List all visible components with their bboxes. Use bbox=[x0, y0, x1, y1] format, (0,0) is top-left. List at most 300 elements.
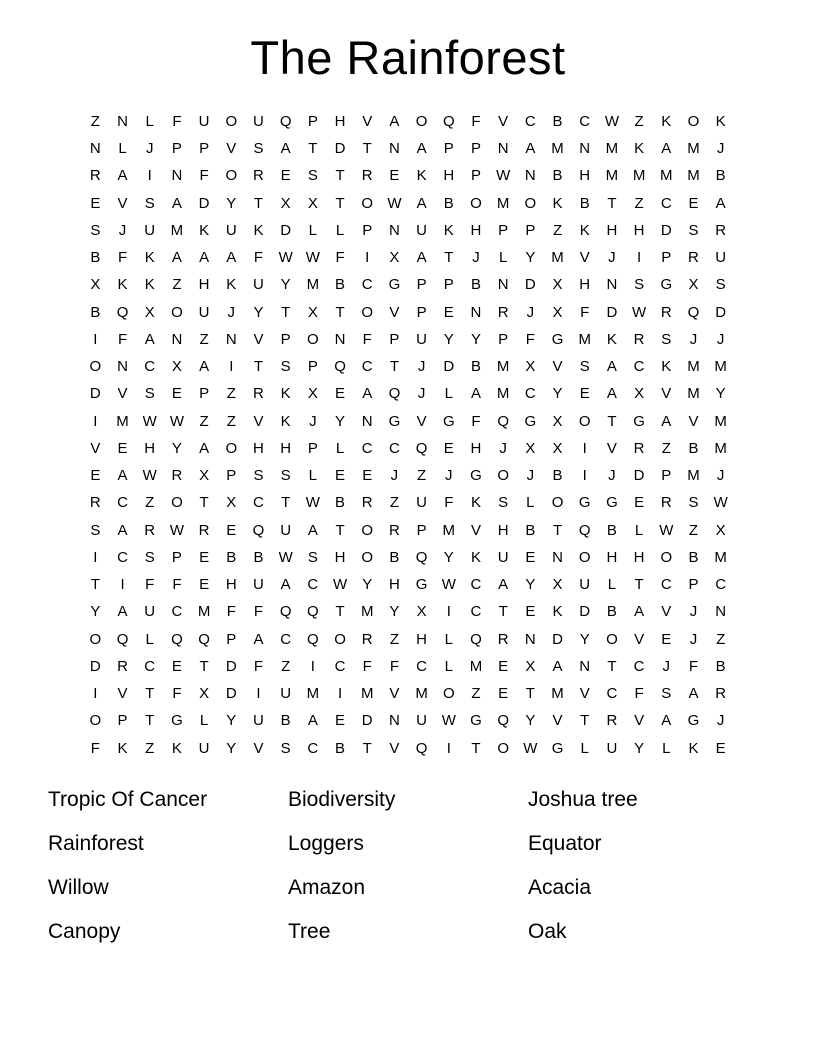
grid-letter: X bbox=[552, 276, 563, 294]
grid-letter: V bbox=[362, 112, 373, 130]
grid-letter: F bbox=[172, 576, 182, 594]
grid-letter: A bbox=[606, 385, 617, 403]
grid-letter: N bbox=[552, 548, 563, 566]
grid-letter: X bbox=[171, 358, 182, 376]
grid-letter: Q bbox=[307, 603, 319, 621]
grid-letter: X bbox=[90, 276, 101, 294]
grid-letter: Y bbox=[90, 603, 101, 621]
grid-letter: P bbox=[443, 140, 454, 158]
grid-letter: P bbox=[470, 140, 481, 158]
grid-letter: W bbox=[387, 194, 402, 212]
grid-letter: B bbox=[715, 167, 726, 185]
grid-letter: U bbox=[280, 521, 292, 539]
grid-letter: R bbox=[171, 467, 183, 485]
grid-letter: K bbox=[470, 548, 481, 566]
grid-letter: N bbox=[497, 276, 509, 294]
grid-letter: P bbox=[280, 330, 291, 348]
grid-letter: N bbox=[225, 330, 237, 348]
grid-letter: L bbox=[498, 249, 508, 267]
grid-letter: T bbox=[335, 603, 345, 621]
grid-letter: T bbox=[199, 494, 209, 512]
grid-letter: D bbox=[225, 685, 237, 703]
grid-letter: N bbox=[117, 112, 128, 130]
grid-letter: U bbox=[280, 685, 292, 703]
grid-letter: U bbox=[144, 221, 156, 239]
grid-letter: R bbox=[633, 330, 645, 348]
grid-letter: B bbox=[688, 439, 699, 457]
grid-letter: X bbox=[525, 439, 536, 457]
grid-letter: Y bbox=[715, 385, 726, 403]
grid-letter: I bbox=[446, 739, 451, 757]
grid-letter: A bbox=[362, 385, 373, 403]
grid-letter: D bbox=[361, 712, 373, 730]
grid-letter: V bbox=[253, 412, 264, 430]
grid-letter: C bbox=[660, 576, 672, 594]
grid-letter: U bbox=[253, 276, 264, 294]
grid-letter: O bbox=[89, 358, 102, 376]
grid-letter: Z bbox=[634, 112, 644, 130]
grid-letter: X bbox=[307, 303, 318, 321]
grid-letter: E bbox=[498, 685, 509, 703]
grid-letter: J bbox=[608, 467, 616, 485]
grid-letter: O bbox=[551, 494, 564, 512]
grid-letter: H bbox=[280, 439, 292, 457]
grid-letter: D bbox=[633, 467, 645, 485]
grid-letter: O bbox=[687, 112, 700, 130]
grid-letter: R bbox=[388, 521, 400, 539]
grid-letter: U bbox=[198, 739, 210, 757]
grid-letter: J bbox=[309, 412, 317, 430]
grid-letter: C bbox=[144, 657, 156, 675]
grid-letter: H bbox=[579, 167, 591, 185]
grid-letter: E bbox=[117, 439, 128, 457]
grid-letter: Q bbox=[497, 412, 509, 430]
grid-letter: Y bbox=[253, 303, 264, 321]
grid-letter: K bbox=[416, 167, 427, 185]
grid-letter: M bbox=[496, 194, 510, 212]
grid-letter: S bbox=[715, 276, 726, 294]
grid-letter: A bbox=[389, 112, 400, 130]
grid-letter: U bbox=[606, 739, 618, 757]
grid-letter: M bbox=[442, 521, 456, 539]
grid-letter: N bbox=[579, 657, 591, 675]
grid-letter: V bbox=[416, 412, 427, 430]
word-list-item: Rainforest bbox=[48, 831, 144, 855]
grid-letter: P bbox=[498, 221, 509, 239]
grid-letter: S bbox=[307, 548, 318, 566]
grid-letter: W bbox=[169, 521, 184, 539]
grid-letter: W bbox=[441, 712, 456, 730]
grid-letter: M bbox=[687, 358, 700, 376]
grid-letter: L bbox=[662, 739, 671, 757]
grid-letter: B bbox=[280, 712, 291, 730]
grid-letter: M bbox=[632, 167, 646, 185]
grid-letter: B bbox=[253, 548, 264, 566]
puzzle-title: The Rainforest bbox=[250, 31, 566, 84]
grid-letter: I bbox=[256, 685, 261, 703]
grid-letter: E bbox=[661, 630, 672, 648]
grid-letter: E bbox=[335, 467, 346, 485]
grid-letter: J bbox=[417, 385, 426, 403]
grid-letter: J bbox=[662, 657, 671, 675]
grid-letter: K bbox=[634, 140, 645, 158]
grid-letter: Z bbox=[389, 630, 399, 648]
grid-letter: T bbox=[580, 712, 590, 730]
grid-letter: E bbox=[525, 548, 536, 566]
grid-letter: M bbox=[415, 685, 428, 703]
grid-letter: L bbox=[145, 112, 154, 130]
grid-letter: S bbox=[498, 494, 509, 512]
grid-letter: V bbox=[661, 603, 672, 621]
grid-letter: B bbox=[715, 657, 726, 675]
grid-letter: S bbox=[90, 521, 101, 539]
grid-letter: P bbox=[389, 330, 400, 348]
grid-letter: I bbox=[120, 576, 125, 594]
grid-letter: K bbox=[171, 739, 182, 757]
grid-letter: G bbox=[687, 712, 700, 730]
grid-letter: B bbox=[470, 276, 481, 294]
word-list bbox=[48, 788, 816, 945]
word-list-item: Oak bbox=[528, 920, 567, 944]
grid-letter: S bbox=[688, 221, 699, 239]
grid-letter: W bbox=[441, 576, 456, 594]
grid-letter: V bbox=[498, 112, 509, 130]
grid-letter: S bbox=[688, 494, 699, 512]
grid-letter: L bbox=[335, 439, 345, 457]
grid-letter: K bbox=[144, 276, 155, 294]
grid-letter: Q bbox=[252, 521, 265, 539]
grid-letter: O bbox=[578, 412, 591, 430]
grid-letter: X bbox=[199, 467, 210, 485]
grid-letter: B bbox=[335, 739, 346, 757]
grid-letter: J bbox=[689, 630, 698, 648]
grid-letter: V bbox=[90, 439, 101, 457]
letter-grid bbox=[82, 108, 735, 762]
grid-letter: V bbox=[606, 439, 617, 457]
grid-letter: G bbox=[442, 412, 455, 430]
grid-letter: R bbox=[715, 685, 727, 703]
grid-letter: A bbox=[661, 412, 672, 430]
grid-letter: I bbox=[310, 657, 315, 675]
grid-letter: F bbox=[634, 685, 644, 703]
grid-letter: Q bbox=[279, 603, 292, 621]
grid-letter: F bbox=[335, 249, 345, 267]
grid-letter: J bbox=[227, 303, 236, 321]
grid-letter: M bbox=[687, 140, 700, 158]
grid-letter: Y bbox=[335, 412, 346, 430]
grid-letter: Y bbox=[280, 276, 291, 294]
grid-letter: J bbox=[689, 330, 698, 348]
grid-letter: I bbox=[147, 167, 152, 185]
grid-letter: E bbox=[171, 385, 182, 403]
grid-letter: T bbox=[335, 167, 345, 185]
grid-letter: J bbox=[526, 303, 535, 321]
grid-letter: P bbox=[307, 439, 318, 457]
grid-letter: J bbox=[716, 140, 725, 158]
grid-letter: D bbox=[280, 221, 292, 239]
grid-letter: T bbox=[253, 194, 264, 212]
grid-letter: D bbox=[334, 140, 346, 158]
grid-letter: V bbox=[389, 685, 400, 703]
grid-letter: A bbox=[199, 439, 210, 457]
grid-letter: C bbox=[361, 276, 373, 294]
grid-letter: S bbox=[280, 358, 291, 376]
grid-letter: S bbox=[661, 685, 672, 703]
grid-letter: W bbox=[713, 494, 728, 512]
grid-letter: A bbox=[525, 140, 536, 158]
grid-letter: M bbox=[551, 140, 564, 158]
grid-letter: J bbox=[417, 358, 426, 376]
grid-letter: G bbox=[606, 494, 618, 512]
grid-letter: B bbox=[443, 194, 454, 212]
grid-letter: L bbox=[607, 576, 617, 594]
grid-letter: E bbox=[389, 167, 400, 185]
grid-letter: B bbox=[90, 303, 101, 321]
grid-letter: F bbox=[253, 657, 264, 675]
grid-letter: T bbox=[90, 576, 100, 594]
grid-letter: O bbox=[307, 330, 319, 348]
grid-letter: T bbox=[389, 358, 399, 376]
grid-letter: S bbox=[634, 276, 645, 294]
grid-letter: X bbox=[552, 412, 563, 430]
grid-letter: D bbox=[198, 194, 210, 212]
grid-letter: H bbox=[225, 576, 237, 594]
grid-letter: H bbox=[443, 167, 455, 185]
grid-letter: A bbox=[117, 167, 128, 185]
grid-letter: H bbox=[633, 221, 645, 239]
grid-letter: J bbox=[145, 140, 154, 158]
grid-letter: F bbox=[172, 685, 182, 703]
grid-letter: A bbox=[552, 657, 563, 675]
grid-letter: C bbox=[524, 112, 536, 130]
grid-letter: X bbox=[416, 603, 427, 621]
grid-letter: F bbox=[117, 249, 128, 267]
grid-letter: R bbox=[89, 167, 101, 185]
grid-letter: U bbox=[416, 221, 428, 239]
grid-letter: O bbox=[497, 739, 509, 757]
grid-letter: R bbox=[497, 303, 509, 321]
grid-letter: X bbox=[525, 358, 536, 376]
grid-letter: V bbox=[389, 739, 400, 757]
grid-letter: A bbox=[226, 249, 237, 267]
grid-letter: B bbox=[226, 548, 237, 566]
grid-letter: F bbox=[444, 494, 454, 512]
grid-letter: H bbox=[416, 630, 428, 648]
grid-letter: H bbox=[388, 576, 400, 594]
grid-letter: O bbox=[361, 194, 374, 212]
grid-letter: B bbox=[470, 358, 481, 376]
grid-letter: Q bbox=[198, 630, 210, 648]
grid-letter: E bbox=[335, 385, 346, 403]
grid-letter: B bbox=[552, 112, 563, 130]
grid-letter: T bbox=[471, 739, 481, 757]
grid-letter: V bbox=[634, 712, 645, 730]
grid-letter: M bbox=[578, 330, 591, 348]
grid-letter: P bbox=[443, 276, 454, 294]
grid-letter: I bbox=[582, 439, 587, 457]
word-list-item: Tree bbox=[288, 920, 331, 944]
grid-letter: Z bbox=[90, 112, 100, 130]
grid-letter: H bbox=[606, 221, 618, 239]
grid-letter: R bbox=[361, 630, 373, 648]
grid-letter: Q bbox=[470, 630, 482, 648]
grid-letter: Z bbox=[389, 494, 399, 512]
grid-letter: W bbox=[604, 112, 619, 130]
grid-letter: U bbox=[198, 112, 210, 130]
grid-letter: V bbox=[117, 194, 128, 212]
grid-letter: J bbox=[526, 467, 535, 485]
grid-letter: U bbox=[225, 221, 237, 239]
grid-letter: X bbox=[552, 303, 563, 321]
grid-letter: T bbox=[253, 358, 264, 376]
grid-letter: E bbox=[362, 467, 373, 485]
grid-letter: N bbox=[388, 221, 400, 239]
grid-letter: R bbox=[198, 521, 210, 539]
grid-letter: O bbox=[89, 630, 102, 648]
grid-letter: I bbox=[365, 249, 370, 267]
grid-letter: A bbox=[117, 603, 128, 621]
grid-letter: A bbox=[661, 712, 672, 730]
grid-letter: P bbox=[688, 576, 699, 594]
grid-letter: C bbox=[388, 439, 400, 457]
grid-letter: M bbox=[551, 685, 564, 703]
grid-letter: Y bbox=[470, 330, 481, 348]
grid-letter: E bbox=[525, 603, 536, 621]
grid-letter: O bbox=[171, 494, 183, 512]
grid-letter: H bbox=[579, 276, 591, 294]
grid-letter: V bbox=[117, 685, 128, 703]
word-list-item: Canopy bbox=[48, 920, 121, 944]
grid-letter: A bbox=[606, 358, 617, 376]
word-list-item: Equator bbox=[528, 831, 602, 855]
grid-letter: B bbox=[525, 521, 536, 539]
grid-letter: T bbox=[281, 494, 291, 512]
grid-letter: B bbox=[552, 167, 563, 185]
grid-letter: R bbox=[660, 303, 672, 321]
grid-letter: K bbox=[552, 194, 563, 212]
grid-letter: Y bbox=[579, 630, 590, 648]
grid-letter: X bbox=[552, 439, 563, 457]
grid-letter: F bbox=[688, 657, 699, 675]
grid-letter: M bbox=[469, 657, 483, 675]
grid-letter: V bbox=[253, 330, 264, 348]
grid-letter: F bbox=[253, 249, 264, 267]
grid-letter: J bbox=[118, 221, 127, 239]
grid-letter: W bbox=[632, 303, 647, 321]
grid-letter: X bbox=[715, 521, 726, 539]
grid-letter: D bbox=[579, 603, 591, 621]
grid-letter: Z bbox=[226, 412, 236, 430]
grid-letter: L bbox=[580, 739, 589, 757]
grid-letter: L bbox=[308, 221, 318, 239]
grid-letter: O bbox=[334, 630, 346, 648]
grid-letter: O bbox=[89, 712, 102, 730]
grid-letter: I bbox=[229, 358, 234, 376]
grid-letter: I bbox=[93, 548, 98, 566]
grid-letter: I bbox=[446, 603, 451, 621]
grid-letter: U bbox=[416, 494, 428, 512]
grid-letter: Q bbox=[388, 385, 401, 403]
grid-letter: X bbox=[307, 385, 318, 403]
grid-letter: N bbox=[89, 140, 101, 158]
grid-letter: O bbox=[225, 167, 238, 185]
grid-letter: A bbox=[117, 521, 128, 539]
grid-letter: V bbox=[117, 385, 128, 403]
grid-letter: I bbox=[637, 249, 642, 267]
grid-letter: N bbox=[361, 412, 373, 430]
grid-letter: E bbox=[90, 467, 101, 485]
grid-letter: P bbox=[416, 303, 427, 321]
grid-letter: C bbox=[144, 358, 156, 376]
grid-letter: T bbox=[498, 603, 508, 621]
grid-letter: F bbox=[199, 167, 209, 185]
grid-letter: D bbox=[606, 303, 618, 321]
grid-letter: A bbox=[307, 521, 318, 539]
grid-letter: K bbox=[117, 276, 128, 294]
grid-letter: O bbox=[415, 112, 428, 130]
grid-letter: C bbox=[171, 603, 183, 621]
grid-letter: Q bbox=[442, 112, 455, 130]
grid-letter: P bbox=[525, 221, 536, 239]
grid-letter: H bbox=[606, 548, 618, 566]
grid-letter: W bbox=[659, 521, 674, 539]
grid-letter: D bbox=[89, 385, 101, 403]
grid-letter: W bbox=[169, 412, 184, 430]
grid-letter: X bbox=[307, 194, 318, 212]
word-list-item: Tropic Of Cancer bbox=[48, 787, 208, 811]
grid-letter: E bbox=[634, 494, 645, 512]
grid-letter: E bbox=[443, 303, 454, 321]
grid-letter: M bbox=[714, 358, 727, 376]
grid-letter: L bbox=[634, 521, 644, 539]
grid-letter: G bbox=[578, 494, 591, 512]
grid-letter: F bbox=[117, 330, 128, 348]
grid-letter: J bbox=[608, 249, 616, 267]
grid-letter: O bbox=[660, 548, 673, 566]
grid-letter: J bbox=[716, 712, 725, 730]
grid-letter: X bbox=[525, 657, 536, 675]
grid-letter: Y bbox=[525, 249, 536, 267]
grid-letter: B bbox=[90, 249, 101, 267]
grid-letter: R bbox=[660, 494, 672, 512]
grid-letter: E bbox=[443, 439, 454, 457]
grid-letter: B bbox=[579, 194, 590, 212]
grid-letter: U bbox=[253, 576, 264, 594]
grid-letter: K bbox=[661, 112, 672, 130]
grid-letter: Q bbox=[578, 521, 591, 539]
grid-letter: I bbox=[337, 685, 343, 703]
grid-letter: U bbox=[253, 712, 264, 730]
grid-letter: C bbox=[416, 657, 428, 675]
grid-letter: M bbox=[197, 603, 211, 621]
grid-letter: Y bbox=[226, 712, 237, 730]
grid-letter: C bbox=[334, 657, 346, 675]
grid-letter: V bbox=[389, 303, 400, 321]
grid-letter: T bbox=[308, 140, 318, 158]
grid-letter: L bbox=[526, 494, 535, 512]
grid-letter: Q bbox=[116, 630, 129, 648]
grid-letter: T bbox=[335, 194, 345, 212]
grid-letter: Z bbox=[199, 330, 209, 348]
grid-letter: B bbox=[606, 521, 617, 539]
grid-letter: K bbox=[552, 603, 563, 621]
grid-letter: S bbox=[253, 140, 264, 158]
grid-letter: Q bbox=[279, 112, 292, 130]
grid-letter: F bbox=[362, 657, 372, 675]
grid-letter: C bbox=[253, 494, 264, 512]
grid-letter: U bbox=[416, 330, 428, 348]
grid-letter: G bbox=[470, 467, 482, 485]
